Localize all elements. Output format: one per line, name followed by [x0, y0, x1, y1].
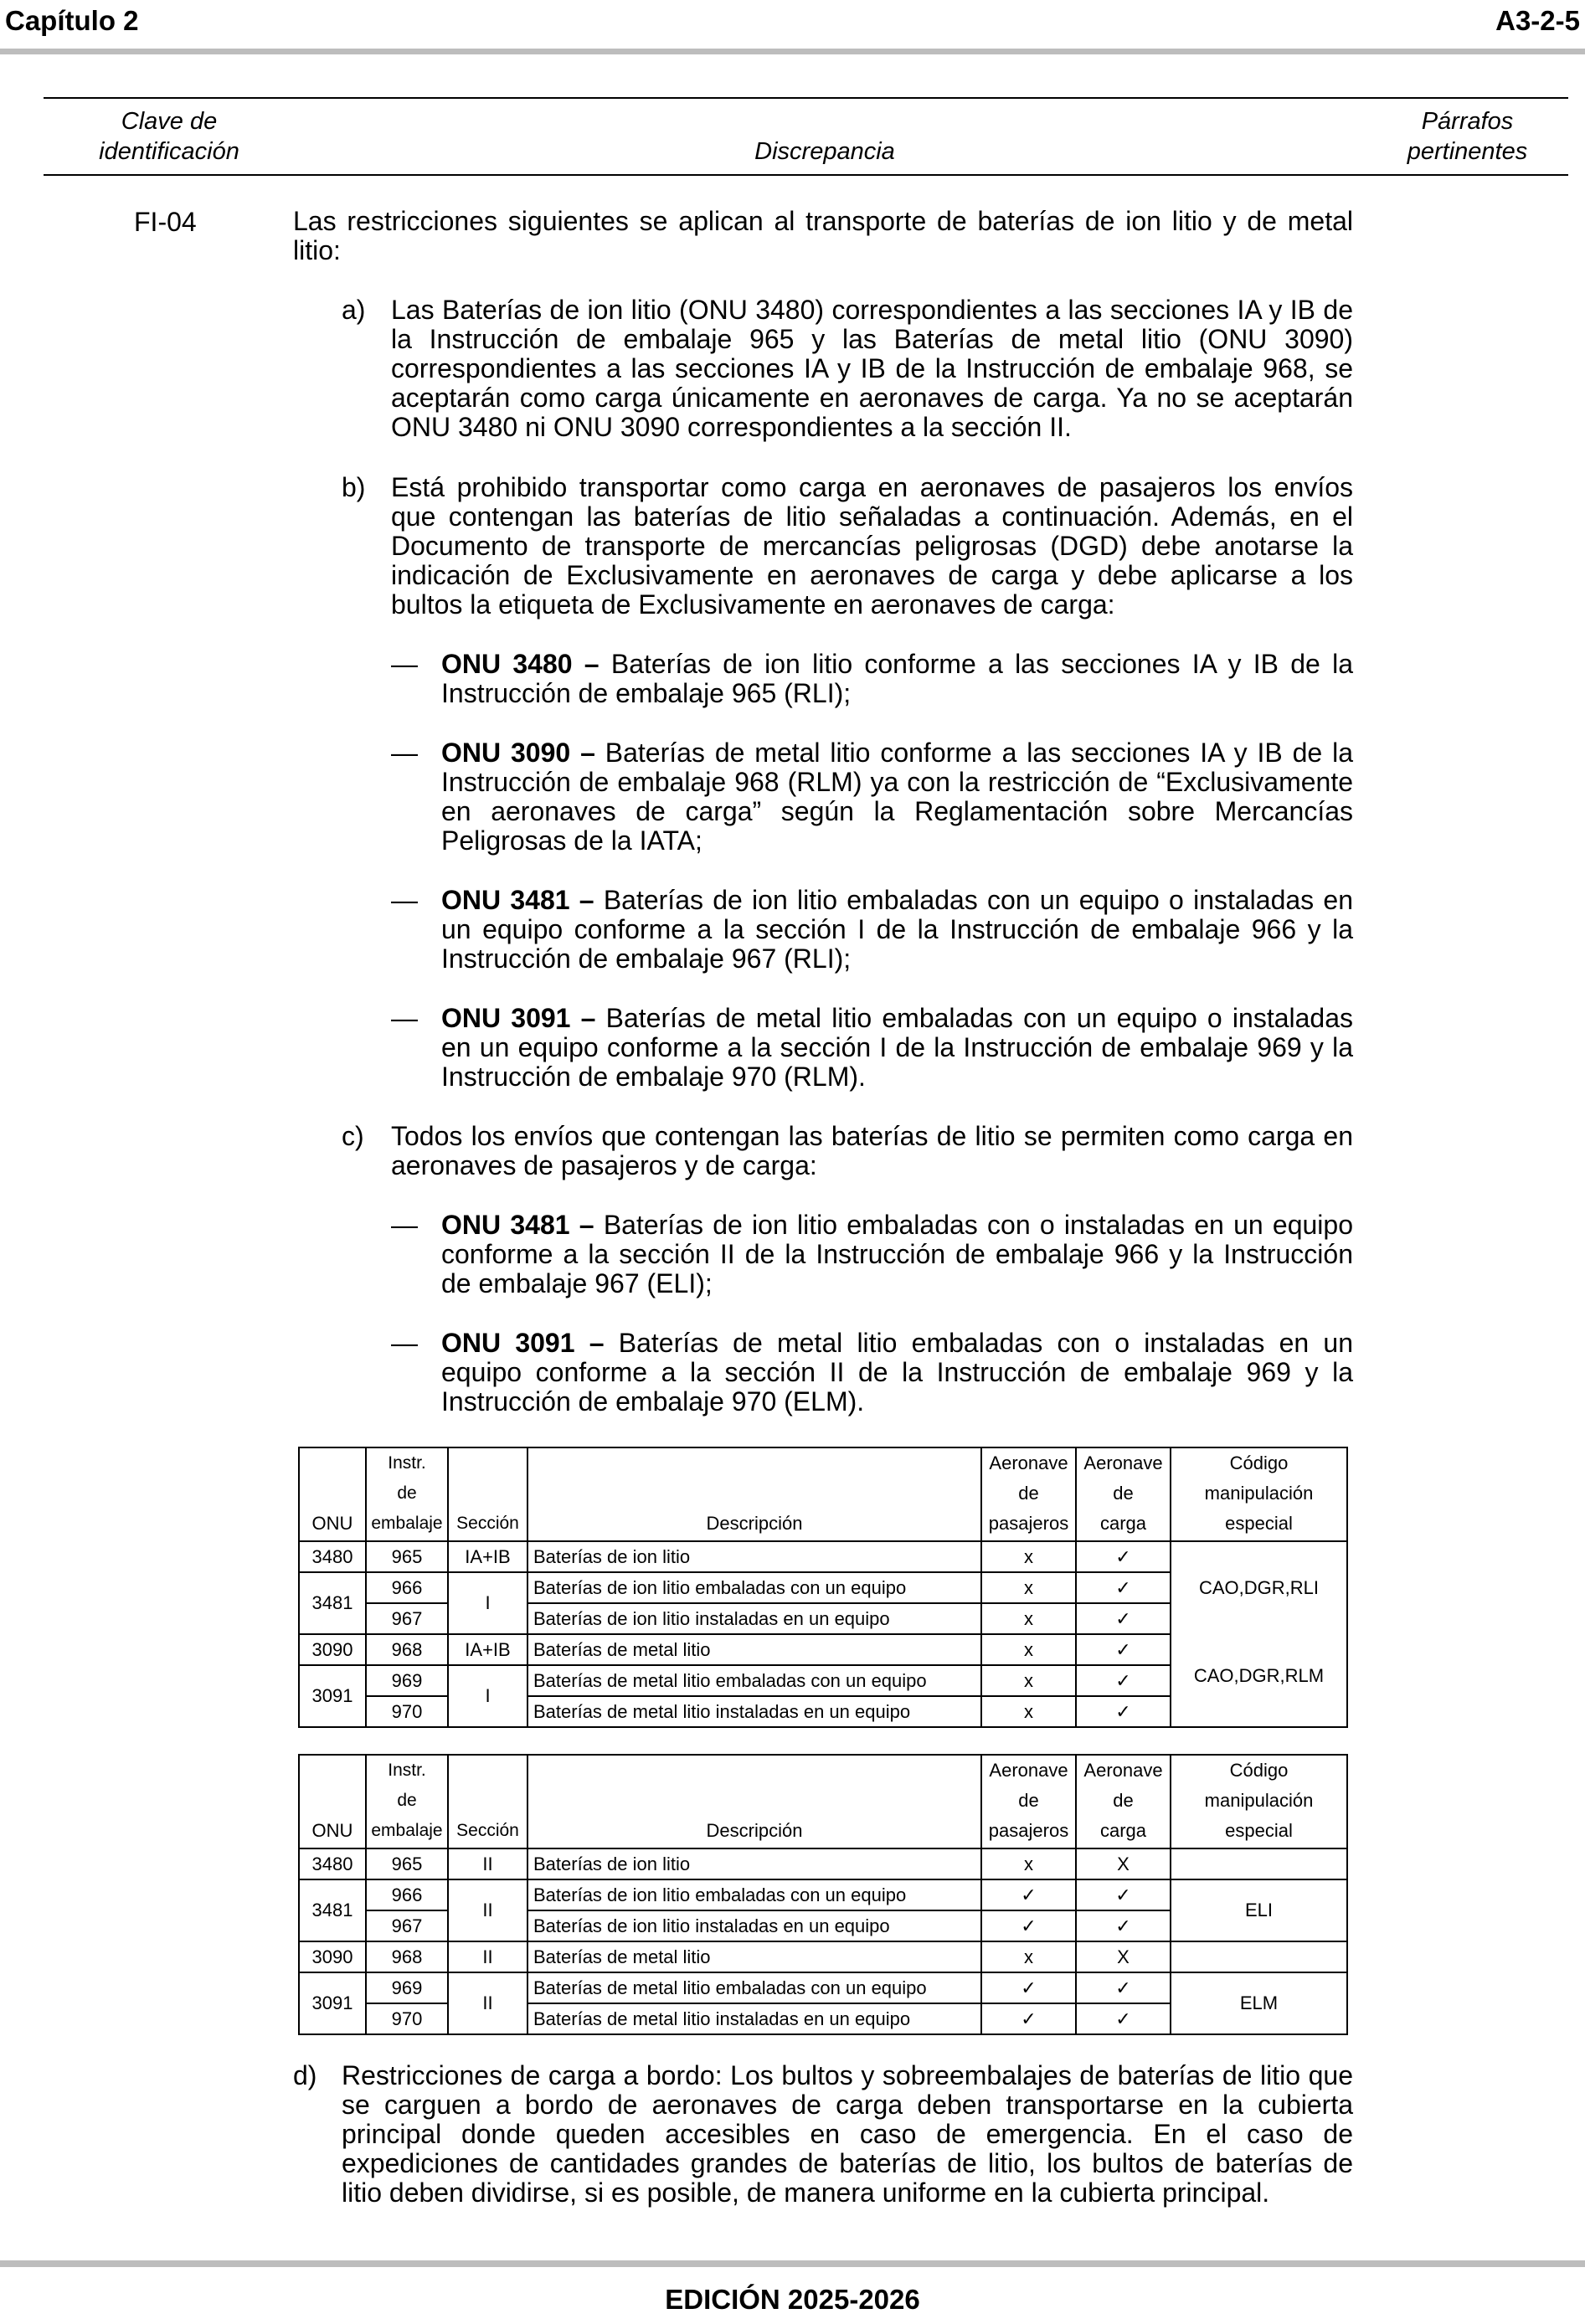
cell-cargo: ✓ [1076, 1541, 1171, 1572]
cell-cargo: ✓ [1076, 1603, 1171, 1634]
entry-code: FI-04 [134, 207, 197, 237]
item-b-text: Está prohibido transportar como carga en aeronaves de pasajeros los envíos que contengan las baterías de litio señaladas a continuación. Además, en el Documento de transporte de mercancías peligrosas (DGD) debe anotarse la indicación de Exclusivamente en aeronaves de carga y debe aplicarse a los bultos la etiqueta de Exclusivamente en aeronaves de carga: [391, 472, 1353, 620]
lithium-table-section-i [298, 1447, 1348, 1728]
item-a-label: a) [342, 295, 366, 325]
cell-cargo: ✓ [1076, 1572, 1171, 1603]
cell-code-blank [1171, 1941, 1347, 1972]
bullet-text: Baterías de metal litio conforme a las secciones IA y IB de la Instrucción de embalaje 968 (RLM) ya con la restricción de “Exclusivamente en aeronaves de carga” según la Reglamentación sobre Mercancías Peligrosas de la IATA; [441, 738, 1354, 856]
item-c-text: Todos los envíos que contengan las baterías de litio se permiten como carga en aeronaves de pasajeros y de carga: [391, 1121, 1353, 1180]
cell-code-blank [1171, 1696, 1347, 1727]
cell-pax: ✓ [981, 2003, 1076, 2034]
column-heading-id-key-line2: identificación [99, 138, 239, 165]
table-row [299, 1848, 1347, 1879]
th-pax-l3: pasajeros [988, 1513, 1069, 1534]
cell-pax: x [981, 1696, 1076, 1727]
bullet-code: ONU 3480 – [441, 649, 600, 679]
th-instr-l3: embalaje [371, 1821, 443, 1840]
column-header-top-rule [44, 97, 1568, 99]
cell-instr: 969 [366, 1972, 448, 2003]
cell-desc: Baterías de metal litio embaladas con un equipo [527, 1972, 981, 2003]
cell-instr: 966 [366, 1572, 448, 1603]
bullet-text: Baterías de ion litio embaladas con o instaladas en un equipo conforme a la sección II de la Instrucción de embalaje 966 y la Instrucción de embalaje 967 (ELI); [441, 1210, 1354, 1298]
th-instr-l2: de [397, 1791, 417, 1810]
cell-onu: 3091 [299, 1972, 366, 2034]
cell-desc: Baterías de metal litio [527, 1941, 981, 1972]
bullet-code: ONU 3090 – [441, 738, 595, 768]
cell-pax: x [981, 1572, 1076, 1603]
th-cargo-l3: carga [1099, 1513, 1147, 1534]
cell-cargo: ✓ [1076, 1634, 1171, 1665]
bullet-text: Baterías de metal litio embaladas con un equipo o instaladas en un equipo conforme a la sección I de la Instrucción de embalaje 969 y la Instrucción de embalaje 970 (RLM). [441, 1003, 1353, 1092]
column-heading-id-key-line1: Clave de [121, 108, 218, 135]
bullet-dash: — [391, 649, 418, 679]
table-row [299, 1541, 1347, 1572]
bullet-dash: — [391, 1328, 418, 1358]
cell-desc: Baterías de ion litio instaladas en un equipo [527, 1910, 981, 1941]
bullet-item-b2 [441, 738, 1353, 856]
cell-cargo: ✓ [1076, 1665, 1171, 1696]
th-code-l3: especial [1225, 1513, 1293, 1534]
th-cargo [1076, 1755, 1171, 1848]
cell-cargo: X [1076, 1848, 1171, 1879]
bullet-text: Baterías de ion litio embaladas con un equipo o instaladas en un equipo conforme a la sección I de la Instrucción de embalaje 966 y la Instrucción de embalaje 967 (RLI); [441, 885, 1354, 974]
cell-seccion: IA+IB [448, 1634, 527, 1665]
th-code-l2: manipulación [1204, 1790, 1314, 1811]
cell-desc: Baterías de ion litio embaladas con un equipo [527, 1879, 981, 1910]
cell-instr: 970 [366, 2003, 448, 2034]
cell-desc: Baterías de ion litio [527, 1541, 981, 1572]
cell-pax: x [981, 1848, 1076, 1879]
cell-pax: ✓ [981, 1972, 1076, 2003]
th-cargo-l2: de [1113, 1790, 1134, 1811]
th-pax [981, 1447, 1076, 1541]
th-pax-l1: Aeronave [989, 1760, 1068, 1781]
cell-code-blank [1171, 1541, 1347, 1572]
th-pax-l2: de [1018, 1483, 1039, 1504]
cell-code: ELI [1171, 1879, 1347, 1941]
cell-desc: Baterías de metal litio [527, 1634, 981, 1665]
cell-pax: x [981, 1634, 1076, 1665]
cell-instr: 965 [366, 1848, 448, 1879]
cell-onu: 3090 [299, 1634, 366, 1665]
cell-seccion: II [448, 1972, 527, 2034]
table-row [299, 1634, 1347, 1665]
cell-desc: Baterías de metal litio embaladas con un equipo [527, 1665, 981, 1696]
cell-pax: x [981, 1665, 1076, 1696]
cell-seccion: II [448, 1941, 527, 1972]
cell-code-blank [1171, 1634, 1347, 1665]
th-code-l3: especial [1225, 1820, 1293, 1841]
bullet-code: ONU 3091 – [441, 1003, 596, 1033]
th-pax [981, 1755, 1076, 1848]
bullet-text: Baterías de ion litio conforme a las secciones IA y IB de la Instrucción de embalaje 965 (RLI); [441, 649, 1354, 708]
item-a-text: Las Baterías de ion litio (ONU 3480) correspondientes a las secciones IA y IB de la Instrucción de embalaje 965 y las Baterías de metal litio (ONU 3090) correspondientes a las secciones IA y IB de la Instrucción de embalaje 968, se aceptarán como carga únicamente en aeronaves de carga. Ya no se aceptarán ONU 3480 ni ONU 3090 correspondientes a la sección II. [391, 295, 1353, 442]
cell-cargo: ✓ [1076, 1910, 1171, 1941]
cell-desc: Baterías de metal litio instaladas en un equipo [527, 1696, 981, 1727]
bullet-item-c2 [441, 1329, 1353, 1417]
cell-seccion: II [448, 1879, 527, 1941]
bullet-item-b3 [441, 886, 1353, 974]
th-cargo [1076, 1447, 1171, 1541]
bullet-item-c1 [441, 1211, 1353, 1298]
footer-rule [0, 2260, 1585, 2267]
cell-cargo: ✓ [1076, 2003, 1171, 2034]
th-pax-l3: pasajeros [988, 1820, 1069, 1841]
bullet-code: ONU 3481 – [441, 885, 594, 915]
cell-pax: ✓ [981, 1910, 1076, 1941]
th-seccion: Sección [448, 1447, 527, 1541]
table-row [299, 1972, 1347, 2003]
cell-onu: 3480 [299, 1541, 366, 1572]
bullet-code: ONU 3481 – [441, 1210, 594, 1240]
cell-pax: ✓ [981, 1879, 1076, 1910]
column-heading-paragraphs-line2: pertinentes [1407, 138, 1528, 165]
bullet-text: Baterías de metal litio embaladas con o instaladas en un equipo conforme a la sección II de la Instrucción de embalaje 969 y la Instrucción de embalaje 970 (ELM). [441, 1328, 1354, 1417]
th-code [1171, 1755, 1347, 1848]
th-seccion: Sección [448, 1755, 527, 1848]
chapter-title: Capítulo 2 [5, 5, 139, 36]
th-instr-l1: Instr. [388, 1761, 426, 1780]
th-onu: ONU [299, 1447, 366, 1541]
th-instr-l2: de [397, 1483, 417, 1503]
table-row [299, 1879, 1347, 1910]
bullet-item-b4 [441, 1004, 1353, 1092]
item-c-label: c) [342, 1121, 364, 1151]
cell-instr: 969 [366, 1665, 448, 1696]
table-header-row [299, 1755, 1347, 1848]
cell-instr: 968 [366, 1941, 448, 1972]
item-d-text: Restricciones de carga a bordo: Los bultos y sobreembalajes de baterías de litio que se carguen a bordo de aeronaves de carga deben transportarse en la cubierta principal donde queden accesibles en caso de emergencia. En el caso de expediciones de cantidades grandes de baterías de litio, los bultos de baterías de litio deben dividirse, si es posible, de manera uniforme en la cubierta principal. [342, 2060, 1353, 2208]
bullet-code: ONU 3091 – [441, 1328, 605, 1358]
column-heading-paragraphs-line1: Párrafos [1421, 108, 1514, 135]
cell-desc: Baterías de ion litio instaladas en un equipo [527, 1603, 981, 1634]
table-row [299, 1572, 1347, 1603]
bullet-dash: — [391, 1003, 418, 1033]
th-descripcion: Descripción [527, 1755, 981, 1848]
cell-code: CAO,DGR,RLM [1171, 1665, 1347, 1696]
cell-desc: Baterías de ion litio embaladas con un equipo [527, 1572, 981, 1603]
cell-cargo: ✓ [1076, 1972, 1171, 2003]
th-descripcion: Descripción [527, 1447, 981, 1541]
cell-cargo: ✓ [1076, 1696, 1171, 1727]
edition-footer: EDICIÓN 2025-2026 [665, 2284, 920, 2315]
cell-code: CAO,DGR,RLI [1171, 1572, 1347, 1603]
th-instr [366, 1755, 448, 1848]
cell-onu: 3481 [299, 1572, 366, 1634]
cell-onu: 3480 [299, 1848, 366, 1879]
table-header-row [299, 1447, 1347, 1541]
th-onu: ONU [299, 1755, 366, 1848]
item-d-label: d) [293, 2060, 317, 2090]
th-code-l1: Código [1229, 1452, 1289, 1473]
th-code [1171, 1447, 1347, 1541]
th-pax-l2: de [1018, 1790, 1039, 1811]
th-cargo-l2: de [1113, 1483, 1134, 1504]
table-row [299, 1941, 1347, 1972]
column-header-bottom-rule [44, 174, 1568, 176]
th-cargo-l1: Aeronave [1083, 1452, 1163, 1473]
lithium-table-section-ii [298, 1754, 1348, 2035]
cell-seccion: I [448, 1572, 527, 1634]
cell-desc: Baterías de ion litio [527, 1848, 981, 1879]
bullet-dash: — [391, 885, 418, 915]
bullet-item-b1 [441, 650, 1353, 708]
item-b-label: b) [342, 472, 366, 502]
column-heading-discrepancy: Discrepancia [754, 138, 895, 165]
cell-cargo: X [1076, 1941, 1171, 1972]
column-heading-id-key [44, 106, 295, 167]
cell-instr: 967 [366, 1603, 448, 1634]
th-instr [366, 1447, 448, 1541]
header-rule [0, 49, 1585, 54]
th-instr-l1: Instr. [388, 1453, 426, 1473]
cell-pax: x [981, 1541, 1076, 1572]
table-row [299, 1665, 1347, 1696]
cell-seccion: I [448, 1665, 527, 1727]
entry-intro: Las restricciones siguientes se aplican al transporte de baterías de ion litio y de metal litio: [293, 206, 1353, 265]
cell-seccion: IA+IB [448, 1541, 527, 1572]
cell-code: ELM [1171, 1972, 1347, 2034]
page-number: A3-2-5 [1495, 5, 1580, 36]
bullet-dash: — [391, 1210, 418, 1240]
cell-pax: x [981, 1603, 1076, 1634]
column-heading-paragraphs [1373, 106, 1562, 167]
th-instr-l3: embalaje [371, 1514, 443, 1533]
cell-instr: 968 [366, 1634, 448, 1665]
cell-code-blank [1171, 1603, 1347, 1634]
th-cargo-l3: carga [1099, 1820, 1147, 1841]
cell-onu: 3481 [299, 1879, 366, 1941]
cell-seccion: II [448, 1848, 527, 1879]
cell-onu: 3091 [299, 1665, 366, 1727]
th-pax-l1: Aeronave [989, 1452, 1068, 1473]
th-cargo-l1: Aeronave [1083, 1760, 1163, 1781]
cell-instr: 966 [366, 1879, 448, 1910]
cell-desc: Baterías de metal litio instaladas en un equipo [527, 2003, 981, 2034]
cell-instr: 967 [366, 1910, 448, 1941]
cell-onu: 3090 [299, 1941, 366, 1972]
bullet-dash: — [391, 738, 418, 768]
cell-instr: 965 [366, 1541, 448, 1572]
th-code-l1: Código [1229, 1760, 1289, 1781]
cell-code-blank [1171, 1848, 1347, 1879]
cell-pax: x [981, 1941, 1076, 1972]
th-code-l2: manipulación [1204, 1483, 1314, 1504]
cell-instr: 970 [366, 1696, 448, 1727]
cell-cargo: ✓ [1076, 1879, 1171, 1910]
